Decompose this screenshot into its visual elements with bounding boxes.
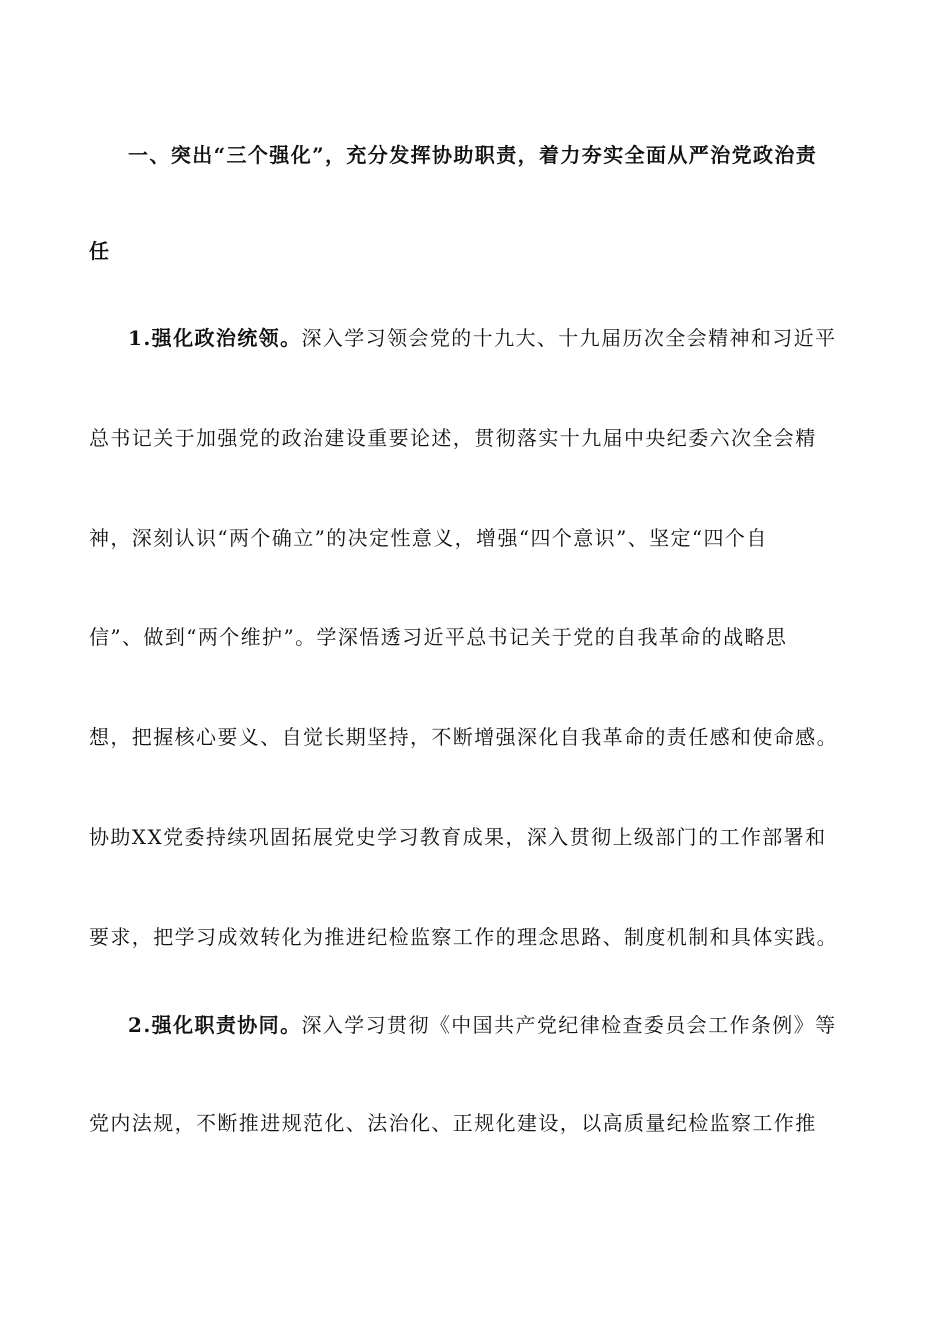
paragraph-1-line-3: 神，深刻认识“两个确立”的决定性意义，增强“四个意识”、坚定“四个自 <box>89 526 768 550</box>
paragraph-1-line-6: 协助XX党委持续巩固拓展党史学习教育成果，深入贯彻上级部门的工作部署和 <box>89 825 827 849</box>
paragraph-2-line-1 <box>128 1012 861 1038</box>
paragraph-2-line-1-text: 深入学习贯彻《中国共产党纪律检查委员会工作条例》等 <box>301 1013 837 1037</box>
paragraph-1-line-1-text: 深入学习领会党的十九大、十九届历次全会精神和习近平 <box>301 326 837 350</box>
paragraph-2-lead: 2.强化职责协同。 <box>128 1013 302 1037</box>
section-heading-line-1: 一、突出“三个强化”，充分发挥协助职责，着力夯实全面从严治党政治责 <box>128 143 818 167</box>
section-heading-line-2: 任 <box>89 239 111 263</box>
paragraph-2-line-2: 党内法规，不断推进规范化、法治化、正规化建设，以高质量纪检监察工作推 <box>89 1111 817 1135</box>
paragraph-1-line-1 <box>128 325 861 351</box>
paragraph-1-lead: 1.强化政治统领。 <box>128 326 302 350</box>
paragraph-1-line-2: 总书记关于加强党的政治建设重要论述，贯彻落实十九届中央纪委六次全会精 <box>89 426 817 450</box>
paragraph-1-line-7: 要求，把学习成效转化为推进纪检监察工作的理念思路、制度机制和具体实践。 <box>89 925 838 949</box>
paragraph-1-line-5: 想，把握核心要义、自觉长期坚持，不断增强深化自我革命的责任感和使命感。 <box>89 725 838 749</box>
paragraph-1-line-4: 信”、做到“两个维护”。学深悟透习近平总书记关于党的自我革命的战略思 <box>89 625 788 649</box>
